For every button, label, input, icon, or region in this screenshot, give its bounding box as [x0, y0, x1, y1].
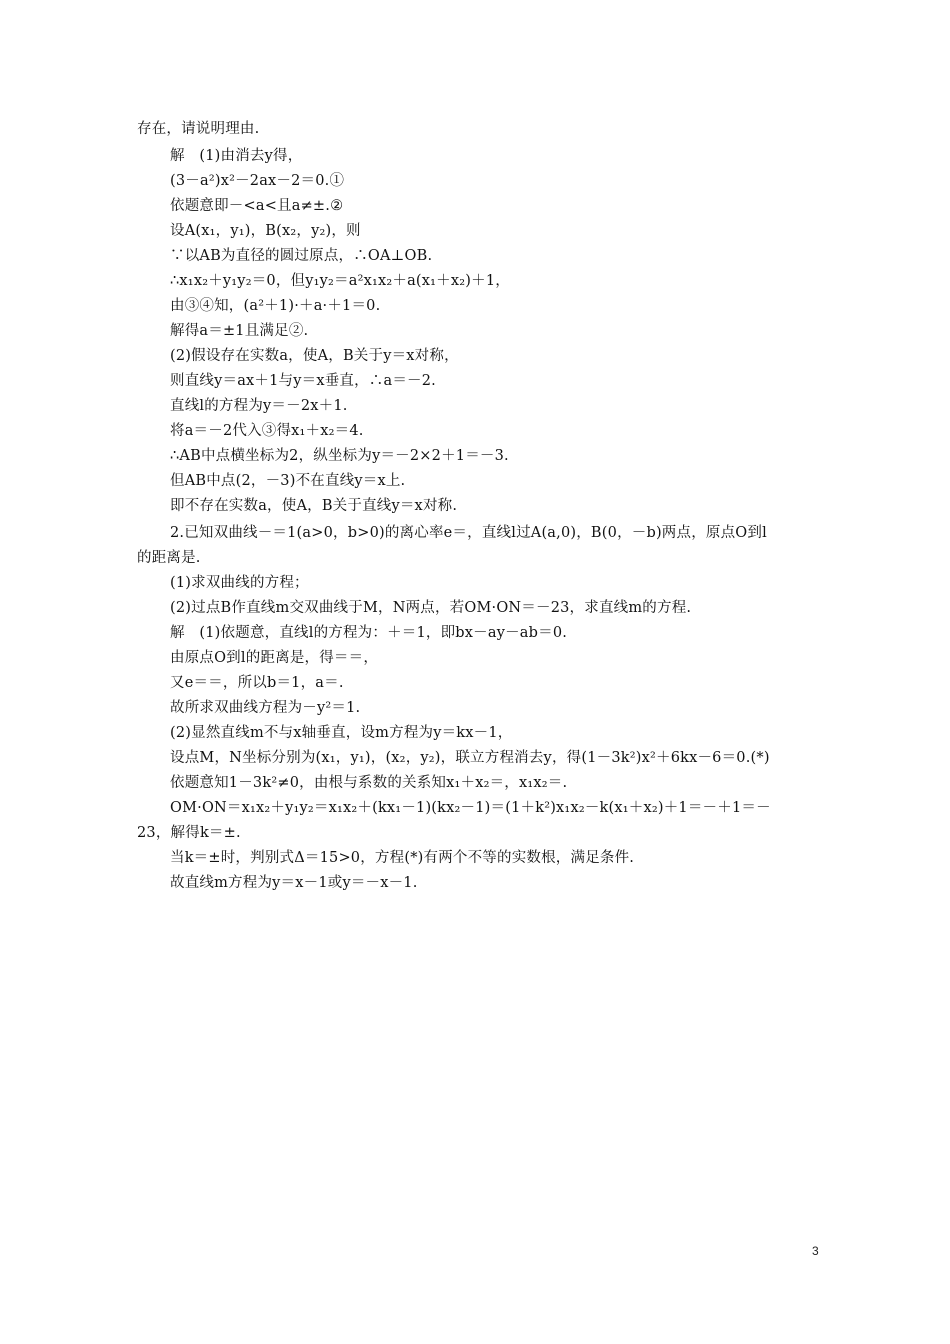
text-line: 即不存在实数a，使A，B关于直线y＝x对称. [170, 498, 458, 514]
text-line: 由原点O到l的距离是，得＝＝， [170, 650, 379, 666]
text-line: 23，解得k＝±. [137, 825, 241, 841]
text-line: 的距离是. [137, 550, 201, 566]
text-line: 依题意知1－3k²≠0，由根与系数的关系知x₁＋x₂＝，x₁x₂＝. [170, 775, 568, 791]
text-line: 将a＝－2代入③得x₁＋x₂＝4. [170, 423, 364, 439]
text-line: ∴AB中点横坐标为2，纵坐标为y＝－2×2＋1＝－3. [170, 448, 509, 464]
text-line: 依题意即－<a<且a≠±.② [170, 198, 344, 214]
text-line: 当k＝±时，判别式Δ＝15>0，方程(*)有两个不等的实数根，满足条件. [170, 850, 635, 866]
text-line: 解 (1)依题意，直线l的方程为：＋＝1，即bx－ay－ab＝0. [170, 625, 568, 641]
text-line: 解得a＝±1且满足②. [170, 323, 309, 339]
text-line: 直线l的方程为y＝－2x＋1. [170, 398, 348, 414]
text-line: 但AB中点(2，－3)不在直线y＝x上. [170, 473, 406, 489]
text-line: 解 (1)由消去y得， [170, 148, 303, 164]
page-number: 3 [812, 1244, 819, 1258]
text-line: (3－a²)x²－2ax－2＝0.① [170, 173, 345, 189]
text-line: 又e＝＝，所以b＝1，a＝. [170, 675, 344, 691]
text-line: 则直线y＝ax＋1与y＝x垂直，∴a＝－2. [170, 373, 436, 389]
text-line: 故所求双曲线方程为－y²＝1. [170, 700, 361, 716]
text-line: OM·ON＝x₁x₂＋y₁y₂＝x₁x₂＋(kx₁－1)(kx₂－1)＝(1＋k²)x₁x₂－k(x₁＋x₂)＋1＝－＋1＝－ [170, 800, 771, 816]
text-line: 由③④知，(a²＋1)·＋a·＋1＝0. [170, 298, 381, 314]
text-line: 设点M，N坐标分别为(x₁，y₁)，(x₂，y₂)，联立方程消去y，得(1－3k²)x²＋6kx－6＝0.(*) [170, 750, 770, 766]
text-line: (2)假设存在实数a，使A，B关于y＝x对称， [170, 348, 459, 364]
text-line: ∴x₁x₂＋y₁y₂＝0，但y₁y₂＝a²x₁x₂＋a(x₁＋x₂)＋1， [170, 273, 510, 289]
text-line: (2)过点B作直线m交双曲线于M，N两点，若OM·ON＝－23，求直线m的方程. [170, 600, 692, 616]
text-line: (2)显然直线m不与x轴垂直，设m方程为y＝kx－1， [170, 725, 513, 741]
text-line: ∵以AB为直径的圆过原点，∴OA⊥OB. [170, 248, 433, 264]
text-line: 设A(x₁，y₁)，B(x₂，y₂)，则 [170, 223, 361, 239]
text-line: 存在，请说明理由. [137, 121, 260, 137]
text-line: 故直线m方程为y＝x－1或y＝－x－1. [170, 875, 418, 891]
text-line: (1)求双曲线的方程； [170, 575, 309, 591]
text-line: 2.已知双曲线－＝1(a>0，b>0)的离心率e＝，直线l过A(a,0)，B(0，－b)两点，原点O到l [170, 525, 767, 541]
